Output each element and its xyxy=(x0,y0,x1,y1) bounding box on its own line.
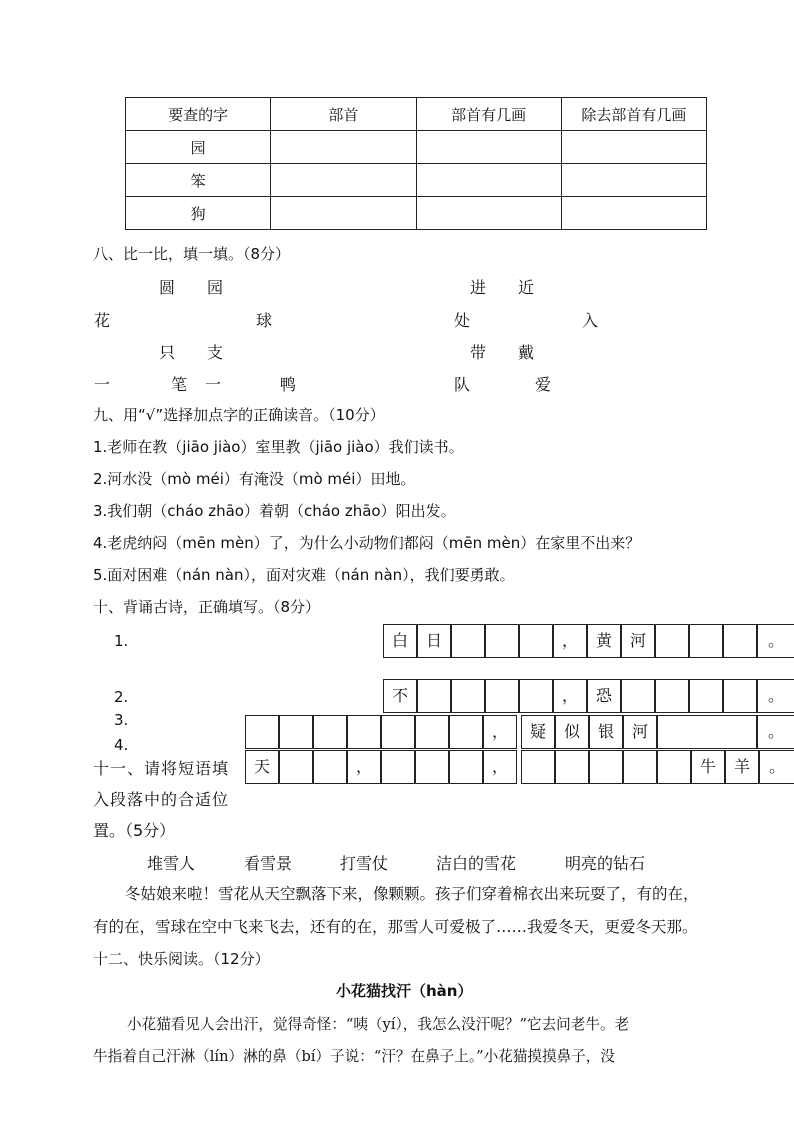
section-12-title: 十二、快乐阅读。（12分） xyxy=(93,950,270,968)
section-10-title: 十、背诵古诗，正确填写。（8分） xyxy=(93,598,321,616)
answer-cell[interactable] xyxy=(561,164,706,197)
answer-cell[interactable] xyxy=(271,131,416,164)
pinyin-question: 1.老师在教（jiāo jiào）室里教（jiāo jiào）我们读书。 xyxy=(93,438,464,456)
compare-char: 戴 xyxy=(518,343,535,362)
table-cell: 笨 xyxy=(126,164,271,197)
answer-cell[interactable] xyxy=(271,164,416,197)
poem-cell: ， xyxy=(483,750,517,784)
poem-cell: 。 xyxy=(757,679,794,713)
compare-char: 园 xyxy=(207,278,224,297)
table-cell: 园 xyxy=(126,131,271,164)
poem-cell[interactable] xyxy=(381,750,415,784)
section-11-title: 十一、请将短语填 xyxy=(93,759,230,778)
pinyin-question: 5.面对困难（nán nàn），面对灾难（nán nàn），我们要勇敢。 xyxy=(93,566,515,584)
pinyin-question: 2.河水没（mò méi）有淹没（mò méi）田地。 xyxy=(93,470,416,488)
poem-cell[interactable] xyxy=(279,750,313,784)
poem-cell: 牛 xyxy=(691,750,725,784)
poem-cell[interactable] xyxy=(621,679,655,713)
poem-cell[interactable] xyxy=(655,679,689,713)
phrase-option: 洁白的雪花 xyxy=(436,854,517,873)
poem-cell[interactable] xyxy=(451,624,485,658)
compare-char: 进 xyxy=(470,278,487,297)
table-header-row xyxy=(126,98,707,131)
paragraph-line: 冬姑娘来啦！雪花从天空飘落下来，像颗颗。孩子们穿着棉衣出来玩耍了，有的在， xyxy=(125,885,699,903)
poem-cell[interactable] xyxy=(347,715,381,749)
answer-cell[interactable] xyxy=(416,164,561,197)
poem-cell: 。 xyxy=(759,750,794,784)
fill-word: 花 xyxy=(94,311,111,330)
line-number: 2. xyxy=(114,688,129,706)
compare-char: 圆 xyxy=(159,278,176,297)
poem-cell: 。 xyxy=(757,715,794,749)
section-11-title: 入段落中的合适位 xyxy=(93,790,230,809)
poem-cell[interactable] xyxy=(449,750,483,784)
fill-word: 入 xyxy=(582,311,599,330)
poem-cell: ， xyxy=(553,624,587,658)
poem-cell: 似 xyxy=(555,715,589,749)
answer-cell[interactable] xyxy=(416,131,561,164)
pinyin-question: 4.老虎纳闷（mēn mèn）了，为什么小动物们都闷（mēn mèn）在家里不出来？ xyxy=(93,534,641,552)
poem-cell[interactable] xyxy=(417,679,451,713)
table-header: 除去部首有几画 xyxy=(561,98,706,131)
phrase-option: 打雪仗 xyxy=(340,854,389,873)
answer-cell[interactable] xyxy=(271,197,416,230)
poem-cell: 恐 xyxy=(587,679,621,713)
poem-cell[interactable] xyxy=(449,715,483,749)
poem-cell: 白 xyxy=(383,624,417,658)
poem-cell: ， xyxy=(553,679,587,713)
fill-word: 球 xyxy=(256,311,273,330)
table-row xyxy=(126,164,707,197)
answer-cell[interactable] xyxy=(561,131,706,164)
fill-word: 队 xyxy=(454,375,471,394)
table-cell: 狗 xyxy=(126,197,271,230)
fill-word: 鸭 xyxy=(280,375,297,394)
section-8-title: 八、比一比，填一填。（8分） xyxy=(93,245,291,263)
table-header: 部首 xyxy=(271,98,416,131)
poem-cell[interactable] xyxy=(415,715,449,749)
poem-cell[interactable] xyxy=(485,624,519,658)
poem-cell: 河 xyxy=(623,715,657,749)
story-line: 牛指着自己汗淋（lín）淋的鼻（bí）子说：“汗？在鼻子上。”小花猫摸摸鼻子，没 xyxy=(93,1048,615,1065)
compare-char: 带 xyxy=(470,343,487,362)
poem-cell[interactable] xyxy=(415,750,449,784)
poem-cell[interactable] xyxy=(519,679,553,713)
phrase-option: 明亮的钻石 xyxy=(565,854,646,873)
line-number: 3. xyxy=(114,711,129,729)
answer-cell[interactable] xyxy=(561,197,706,230)
story-line: 小花猫看见人会出汗，觉得奇怪：“咦（yí），我怎么没汗呢？”它去问老牛。老 xyxy=(127,1016,630,1033)
poem-cell[interactable] xyxy=(657,715,757,749)
poem-cell[interactable] xyxy=(555,750,589,784)
pinyin-question: 3.我们朝（cháo zhāo）着朝（cháo zhāo）阳出发。 xyxy=(93,502,456,520)
poem-cell[interactable] xyxy=(485,679,519,713)
poem-cell: 疑 xyxy=(521,715,555,749)
phrase-option: 看雪景 xyxy=(244,854,293,873)
poem-cell[interactable] xyxy=(313,715,347,749)
poem-cell: 银 xyxy=(589,715,623,749)
poem-cell[interactable] xyxy=(623,750,657,784)
story-title: 小花猫找汗（hàn） xyxy=(336,982,473,1000)
poem-cell[interactable] xyxy=(689,679,723,713)
fill-word: 处 xyxy=(454,311,471,330)
poem-cell[interactable] xyxy=(381,715,415,749)
poem-cell[interactable] xyxy=(313,750,347,784)
poem-cell: 日 xyxy=(417,624,451,658)
poem-cell[interactable] xyxy=(655,624,689,658)
paragraph-line: 有的在，雪球在空中飞来飞去，还有的在，那雪人可爱极了……我爱冬天，更爱冬天那。 xyxy=(93,918,698,936)
poem-cell: 不 xyxy=(383,679,417,713)
line-number: 4. xyxy=(114,736,129,754)
poem-cell[interactable] xyxy=(657,750,691,784)
poem-cell[interactable] xyxy=(279,715,313,749)
table-row xyxy=(126,197,707,230)
fill-word: 一 xyxy=(205,375,222,394)
section-11-title: 置。（5分） xyxy=(93,821,176,840)
poem-cell: ， xyxy=(483,715,517,749)
poem-cell: 河 xyxy=(621,624,655,658)
poem-cell[interactable] xyxy=(245,715,279,749)
poem-cell[interactable] xyxy=(589,750,623,784)
line-number: 1. xyxy=(114,632,129,650)
answer-cell[interactable] xyxy=(416,197,561,230)
fill-word: 笔 xyxy=(171,375,188,394)
table-header: 要查的字 xyxy=(126,98,271,131)
fill-word: 爱 xyxy=(535,375,552,394)
poem-cell: 。 xyxy=(757,624,794,658)
compare-char: 只 xyxy=(159,343,176,362)
poem-cell[interactable] xyxy=(519,624,553,658)
poem-cell[interactable] xyxy=(521,750,555,784)
poem-cell: ， xyxy=(347,750,381,784)
poem-cell[interactable] xyxy=(723,679,757,713)
phrase-option: 堆雪人 xyxy=(147,854,196,873)
compare-char: 支 xyxy=(207,343,224,362)
table-header: 部首有几画 xyxy=(416,98,561,131)
poem-cell: 天 xyxy=(245,750,279,784)
poem-cell[interactable] xyxy=(723,624,757,658)
fill-word: 一 xyxy=(94,375,111,394)
table-row xyxy=(126,131,707,164)
poem-cell: 黄 xyxy=(587,624,621,658)
poem-cell[interactable] xyxy=(451,679,485,713)
poem-cell: 羊 xyxy=(725,750,759,784)
radical-table xyxy=(125,97,707,230)
poem-cell[interactable] xyxy=(689,624,723,658)
compare-char: 近 xyxy=(518,278,535,297)
section-9-title: 九、用“√”选择加点字的正确读音。（10分） xyxy=(93,406,385,424)
